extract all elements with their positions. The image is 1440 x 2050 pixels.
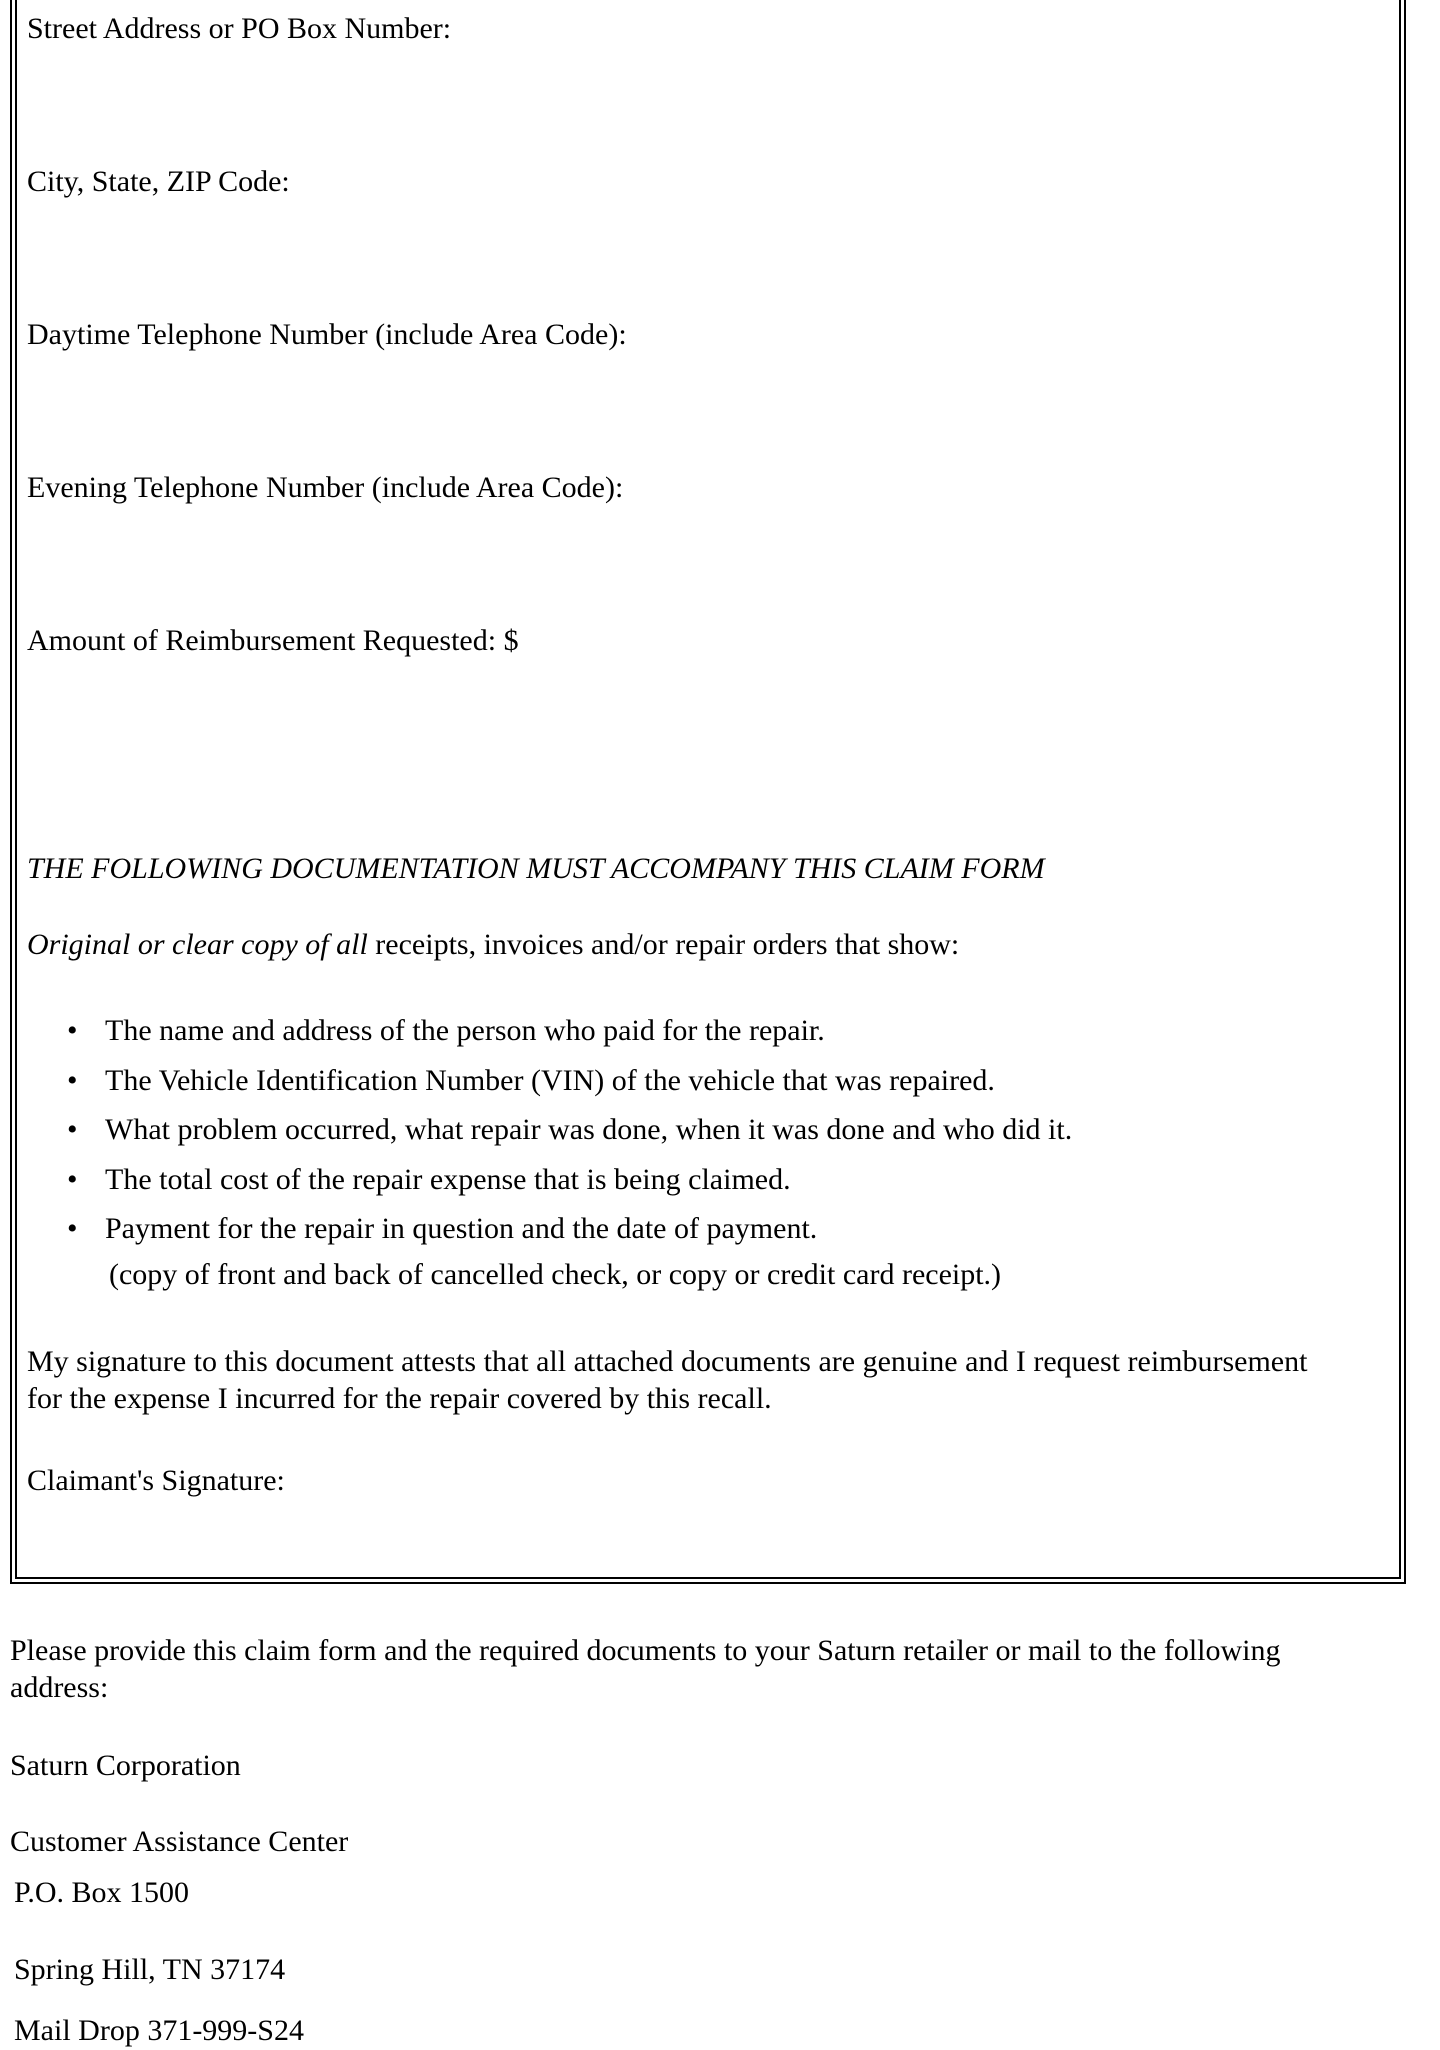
bullet-icon: • [67,1014,78,1047]
list-item: • The name and address of the person who paid for the repair. [67,1006,1072,1056]
claim-form-box [10,0,1406,1584]
list-item: • The total cost of the repair expense that is being claimed. [67,1155,1072,1205]
bullet-icon: • [67,1212,78,1245]
receipts-intro [27,927,959,963]
list-item: • The Vehicle Identification Number (VIN) of the vehicle that was repaired. [67,1056,1072,1106]
list-item: • What problem occurred, what repair was done, when it was done and who did it. [67,1105,1072,1155]
daytime-phone-label: Daytime Telephone Number (include Area Code): [27,318,627,351]
payment-note: (copy of front and back of cancelled check, or copy or credit card receipt.) [109,1258,1002,1291]
mailing-instructions: Please provide this claim form and the required documents to your Saturn retailer or mail to the following address: [10,1634,1281,1704]
receipts-intro-text: receipts, invoices and/or repair orders that show: [367,928,960,961]
bullet-icon: • [67,1113,78,1146]
department-name: Customer Assistance Center [10,1825,349,1858]
documentation-heading: THE FOLLOWING DOCUMENTATION MUST ACCOMPANY THIS CLAIM FORM [27,852,1045,885]
bullet-icon: • [67,1063,78,1097]
city-state-zip-label: City, State, ZIP Code: [27,165,290,198]
street-address-label: Street Address or PO Box Number: [27,12,452,45]
reimbursement-amount-label: Amount of Reimbursement Requested: $ [27,624,519,657]
attestation-text: My signature to this document attests that all attached documents are genuine and I request reimbursement for the expense I incurred for the repair covered by this recall. [27,1345,1308,1415]
mail-drop: Mail Drop 371-999-S24 [14,2014,304,2047]
evening-phone-label: Evening Telephone Number (include Area Code): [27,471,624,504]
signature-label: Claimant's Signature: [27,1464,285,1497]
receipts-intro-emphasis: Original or clear copy of all [27,928,368,961]
company-name: Saturn Corporation [10,1749,241,1782]
po-box: P.O. Box 1500 [14,1876,190,1909]
requirements-list [67,1006,1072,1254]
city-state-zip: Spring Hill, TN 37174 [14,1953,286,1986]
list-item: • Payment for the repair in question and the date of payment. [67,1204,1072,1254]
bullet-icon: • [67,1162,78,1196]
